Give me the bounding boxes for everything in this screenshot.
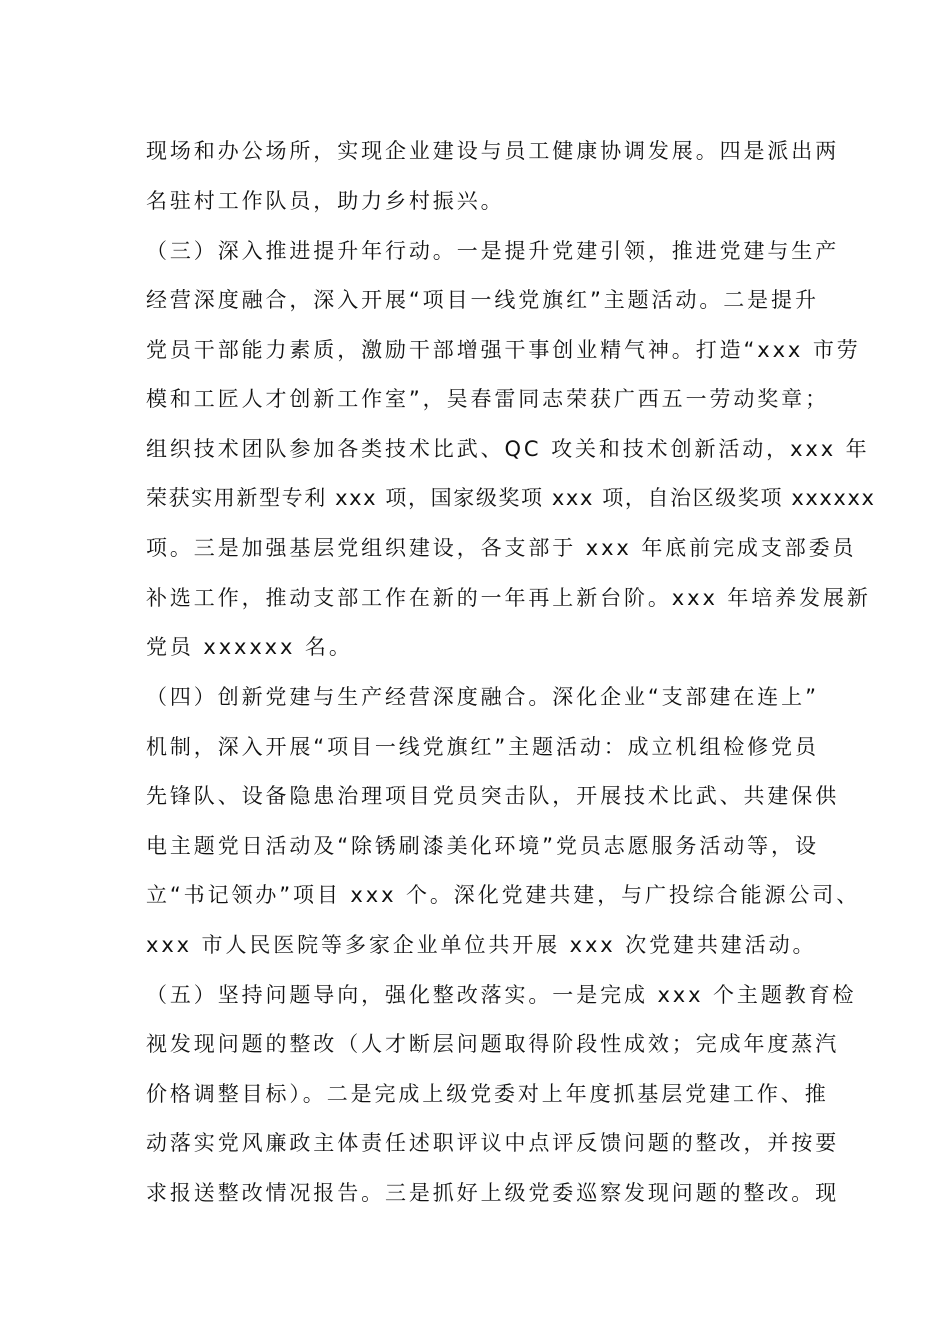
text-line: 经营深度融合，深入开展“项目一线党旗红”主题活动。二是提升 (146, 288, 819, 312)
text-line: 动落实党风廉政主体责任述职评议中点评反馈问题的整改，并按要 (146, 1131, 840, 1155)
text-line: 党员干部能力素质，激励干部增强干事创业精气神。打造“xxx 市劳 (146, 338, 861, 362)
text-line: 机制，深入开展“项目一线党旗红”主题活动：成立机组检修党员 (146, 735, 819, 759)
section-heading-3: （三）深入推进提升年行动。一是提升党建引领，推进党建与生产 (146, 239, 840, 263)
text-line: 先锋队、设备隐患治理项目党员突击队，开展技术比武、共建保供 (146, 784, 840, 808)
section-heading-4: （四）创新党建与生产经营深度融合。深化企业“支部建在连上” (146, 685, 819, 709)
text-line: 求报送整改情况报告。三是抓好上级党委巡察发现问题的整改。现 (146, 1181, 840, 1205)
text-line: 荣获实用新型专利 xxx 项，国家级奖项 xxx 项，自治区级奖项 xxxxxx (146, 486, 876, 510)
text-line: 电主题党日活动及“除锈刷漆美化环境”党员志愿服务活动等，设 (146, 834, 819, 858)
text-line: 价格调整目标）。二是完成上级党委对上年度抓基层党建工作、推 (146, 1082, 829, 1106)
text-line: 立“书记领办”项目 xxx 个。深化党建共建，与广投综合能源公司、 (146, 883, 861, 907)
text-line: xxx 市人民医院等多家企业单位共开展 xxx 次党建共建活动。 (146, 933, 817, 957)
text-line: 项。三是加强基层党组织建设，各支部于 xxx 年底前完成支部委员 (146, 536, 857, 560)
text-line: 党员 xxxxxx 名。 (146, 635, 353, 659)
text-line: 视发现问题的整改（人才断层问题取得阶段性成效；完成年度蒸汽 (146, 1032, 840, 1056)
text-line: 名驻村工作队员，助力乡村振兴。 (146, 189, 505, 213)
section-heading-5: （五）坚持问题导向，强化整改落实。一是完成 xxx 个主题教育检 (146, 983, 857, 1007)
text-line: 补选工作，推动支部工作在新的一年再上新台阶。xxx 年培养发展新 (146, 586, 871, 610)
text-line: 组织技术团队参加各类技术比武、QC 攻关和技术创新活动，xxx 年 (146, 437, 870, 461)
text-line: 模和工匠人才创新工作室”，吴春雷同志荣获广西五一劳动奖章； (146, 387, 829, 411)
text-line: 现场和办公场所，实现企业建设与员工健康协调发展。四是派出两 (146, 139, 840, 163)
